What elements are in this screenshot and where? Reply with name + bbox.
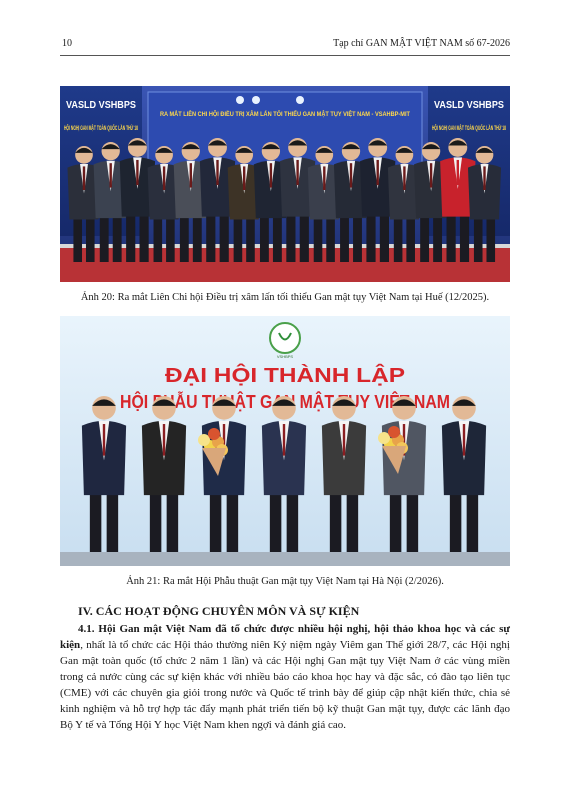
figure-caption-20: Ảnh 20: Ra mắt Liên Chi hội Điều trị xâm lấn tối thiểu Gan mật tụy Việt Nam tại Huế (12/2025). xyxy=(80,292,490,303)
vshbps-logo-icon xyxy=(270,323,300,353)
right-board-logo: VASLD VSHBPS xyxy=(434,100,505,111)
page-number: 10 xyxy=(62,38,72,49)
banner-line1: ĐẠI HỘI THÀNH LẬP xyxy=(165,365,362,387)
figure-caption-21: Ảnh 21: Ra mắt Hội Phẫu thuật Gan mật tụy Việt Nam tại Hà Nội (2/2026). xyxy=(126,576,444,587)
group-photo-hue-graphic xyxy=(60,86,565,282)
paragraph-body: , nhất là tổ chức các Hội thảo thường niên Kỷ niệm ngày Viêm gan Thế giới 28/7, các Hội nghị Gan mật toàn quốc (tổ chức 2 năm 1 lần) và các Hội nghị Gan mật tụy Việt Nam ở các vùng miền trong cả nước cùng các sự kiện khác với nhiều báo cáo khoa học hay và đặc sắc, có đào tạo liên tục (CME) với các chuyên gia giỏi trong nước và Quốc tế trình bày để giúp cập nhật kiến thức, chia sẻ kinh nghiệm và hỗ trợ hợp tác đẩy mạnh phát triển tiến bộ kỹ thuật Gan mật tụy, được các lãnh đạo Bộ Y tế và Tổng Hội Y học Việt Nam khen ngợi và đánh giá cao. xyxy=(60,639,510,731)
logo-text: VSHBPS xyxy=(276,354,294,359)
paragraph-lead: 4.1. Hội Gan mật Việt Nam đã tổ chức được nhiều hội nghị, hội thảo khoa học và các sự kiện xyxy=(60,623,510,651)
banner-line2: HỘI PHẪU THUẬT GAN MẬT TỤY VIỆT NAM xyxy=(120,392,495,412)
group-photo-hanoi-graphic xyxy=(60,316,510,566)
group-photo-hue xyxy=(60,86,565,282)
left-board-logo: VASLD VSHBPS xyxy=(66,100,137,111)
right-board-text: HỘI NGHỊ GAN MẬT TOÀN QUỐC LẦN THỨ 18 xyxy=(432,126,565,132)
section-heading: IV. CÁC HOẠT ĐỘNG CHUYÊN MÔN VÀ SỰ KIỆN xyxy=(78,604,360,618)
banner-title: RA MẮT LIÊN CHI HỘI ĐIỀU TRỊ XÂM LẤN TỐI THIỂU GAN MẬT TỤY VIỆT NAM - VSAHBP-MIT xyxy=(160,112,427,118)
group-photo-hanoi xyxy=(60,316,510,566)
header-rule xyxy=(60,55,510,56)
left-board-text: HỘI NGHỊ GAN MẬT TOÀN QUỐC LẦN THỨ 18 xyxy=(64,126,197,132)
journal-title: Tạp chí GAN MẬT VIỆT NAM số 67-2026 xyxy=(333,38,510,49)
section-paragraph xyxy=(60,621,510,733)
